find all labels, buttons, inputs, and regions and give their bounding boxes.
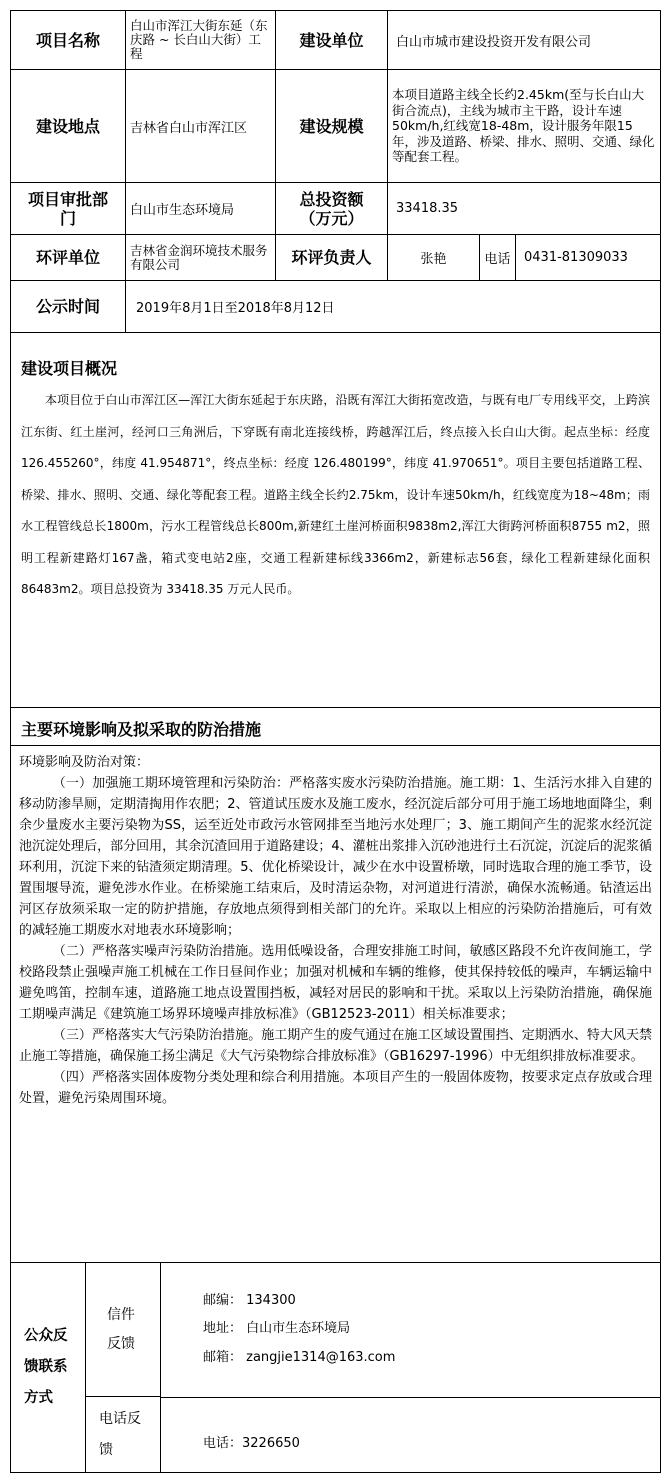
environment-heading-row <box>11 708 660 746</box>
phone-feedback-label: 电话反馈 <box>99 1410 141 1458</box>
mail-feedback-label: 信件反馈 <box>107 1306 135 1352</box>
notice-label: 公示时间 <box>11 281 126 332</box>
eia-unit-label: 环评单位 <box>11 235 126 280</box>
row-location <box>11 70 660 183</box>
feedback-label: 公众反馈联系方式 <box>24 1328 68 1406</box>
environment-title: 主要环境影响及拟采取的防治措施 <box>21 720 262 739</box>
eia-unit-value: 吉林省金润环境技术服务有限公司 <box>126 235 276 280</box>
location-label: 建设地点 <box>11 70 126 182</box>
feedback-section <box>11 1263 660 1472</box>
location-value: 吉林省白山市浑江区 <box>126 70 276 182</box>
project-name-value: 白山市浑江大街东延（东庆路 ~ 长白山大街）工程 <box>126 11 276 69</box>
phone-label: 电话 <box>480 235 516 280</box>
overview-title: 建设项目概况 <box>21 359 118 378</box>
measure-noise: （二）严格落实噪声污染防治措施。选用低噪设备，合理安排施工时间，敏感区路段不允许夜间施工，学校路段禁止强噪声施工机械在工作日昼间作业；加强对机械和车辆的维修，使其保持较低的噪声，车辆运输中避免鸣笛，控制车速，道路施工地点设置围挡板，减轻对居民的影响和干扰。采取以上污染防治措施，确保施工期噪声满足《建筑施工场界环境噪声排放标准》（GB12523-2011）相关标准要求； <box>19 944 652 1022</box>
feedback-divider <box>161 1397 660 1398</box>
row-approval <box>11 183 660 235</box>
environment-text <box>19 752 652 1109</box>
project-name-label: 项目名称 <box>11 11 126 69</box>
builder-label: 建设单位 <box>276 11 388 69</box>
phone-value: 0431-81309033 <box>524 250 628 265</box>
eia-person-value: 张艳 <box>388 235 480 280</box>
row-project-name <box>11 11 660 70</box>
overview-text: 本项目位于白山市浑江区—浑江大街东延起于东庆路，沿既有浑江大街拓宽改造，与既有电厂专用线平交，上跨滨江东街、红土崖河，经河口三角洲后，下穿既有南北连接线桥，跨越浑江后，终点接入长白山大街。起点坐标：经度 126.455260°，纬度 41.954871°，终点坐标：经度 126.480199°，纬度 41.970651°。项目主要包括道路工程、桥梁、排水、照明、交通、绿化等配套工程。道路主线全长约2.75km，设计车速50km/h，红线宽度为18~48m；雨水工程管线总长1800m，污水工程管线总长800m,新建红土崖河桥面积9838m2,浑江大街跨河桥面积8755 m2，照明工程新建路灯167盏，箱式变电站2座，交通工程新建标线3366m2，新建标志56套，绿化工程新建绿化面积86483m2。项目总投资为 33418.35 万元人民币。 <box>21 393 650 596</box>
notice-table <box>10 10 661 1473</box>
investment-value: 33418.35 <box>396 201 459 216</box>
feedback-phone: 电话：3226650 <box>203 1436 300 1451</box>
approval-value: 白山市生态环境局 <box>126 183 276 234</box>
builder-value: 白山市城市建设投资开发有限公司 <box>396 34 592 50</box>
row-eia <box>11 235 660 281</box>
mail-label-cell <box>86 1263 161 1397</box>
address: 地址： 白山市生态环境局 <box>203 1321 351 1336</box>
phone-label-cell <box>86 1397 161 1472</box>
notice-value: 2019年8月1日至2018年8月12日 <box>136 301 335 316</box>
eia-person-label: 环评负责人 <box>276 235 388 280</box>
investment-label: 总投资额（万元） <box>276 183 388 234</box>
environment-subtitle: 环境影响及防治对策： <box>19 755 150 770</box>
approval-label: 项目审批部门 <box>11 183 126 234</box>
measure-solid-waste: （四）严格落实固体废物分类处理和综合利用措施。本项目产生的一般固体废物，按要求定点存放或合理处置，避免污染周围环境。 <box>19 1070 652 1106</box>
scale-label: 建设规模 <box>276 70 388 182</box>
overview-section <box>11 333 660 708</box>
environment-section <box>11 746 660 1263</box>
row-notice <box>11 281 660 333</box>
measure-water: （一）加强施工期环境管理和污染防治：严格落实废水污染防治措施。施工期：1、生活污水排入自建的移动防渗旱厕，定期清掏用作农肥；2、管道试压废水及施工废水，经沉淀后部分可用于施工场地地面降尘，剩余少量废水主要污染物为SS，运至近处市政污水管网排至当地污水处理厂；3、施工期间产生的泥浆水经沉淀池沉淀处理后，部分回用，其余沉渣回用于道路建设；4、灌桩出浆排入沉砂池进行土石沉淀，沉淀后的泥浆循环利用，沉淀下来的钻渣须定期清理。5、优化桥梁设计，减少在水中设置桥墩，同时选取合理的施工季节，设置围堰导流，避免涉水作业。在桥梁施工结束后，及时清运杂物，对河道进行清淤，确保水流畅通。钻渣运出河区存放须采取一定的防护措施，存放地点须得到相关部门的允许。采取以上相应的污染防治措施后，可有效的减轻施工期废水对地表水环境影响； <box>19 776 652 938</box>
zip-code: 邮编： 134300 <box>203 1293 296 1308</box>
feedback-label-cell <box>11 1263 86 1472</box>
scale-value: 本项目道路主线全长约2.45km(至与长白山大街合流点)，主线为城市主干路，设计车速50km/h,红线宽18-48m，设计服务年限15年，涉及道路、桥梁、排水、照明、交通、绿化等配套工程。 <box>392 87 655 165</box>
measure-air: （三）严格落实大气污染防治措施。施工期产生的废气通过在施工区域设置围挡、定期洒水、特大风天禁止施工等措施，确保施工扬尘满足《大气污染物综合排放标准》（GB16297-1996）中无组织排放标准要求。 <box>19 1028 652 1064</box>
email: 邮箱： zangjie1314@163.com <box>203 1350 396 1365</box>
